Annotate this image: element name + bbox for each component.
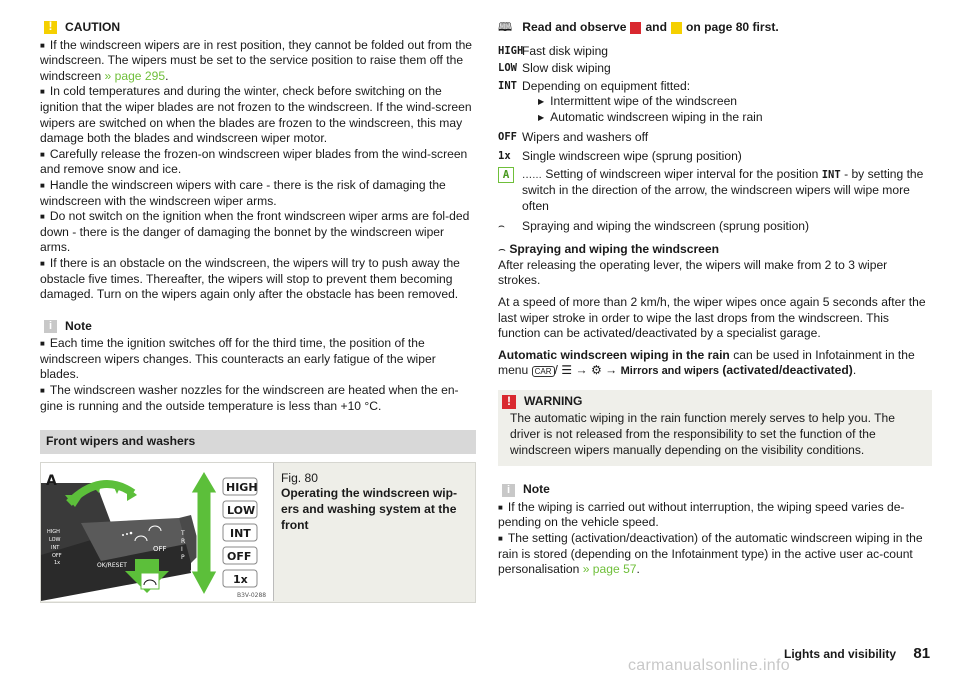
svg-text:LOW: LOW [49,536,61,543]
warning-header [498,394,932,410]
fig-btn-high: HIGH [226,480,258,494]
page-number: 81 [913,645,931,662]
paragraph: Automatic windscreen wiping in the rain can be used in Infotainment in the menu CAR / ☰ → ⚙ → Mirrors and wipers (activated/deactivated). [498,347,915,378]
svg-text:INT: INT [51,544,60,551]
warning-icon [502,395,516,409]
trip-letter: R [181,537,186,545]
note-header [40,319,476,335]
trip-letter: I [181,545,183,553]
left-column [40,20,476,603]
caution-box [40,20,476,303]
legend-row-high: HIGH Fast disk wiping [498,43,609,58]
right-column [498,20,932,578]
section-title: Front wipers and washers [40,430,476,454]
info-icon [44,320,57,333]
page-link[interactable]: » page 295 [104,68,166,83]
warning-text: The automatic wiping in the rain function merely serves to help you. The driver is not released from the responsibility to set the function of the windscreen wipers manually depending on the visibility conditions. [510,411,895,457]
note-item: ■ The setting (activation/deactivation) of the automatic windscreen wiping in the rain is stored (depending on the Infotainment type) in the active user ac-count personalisation » page 57. [498,531,932,578]
figure-title: Operating the windscreen wip-ers and washing system at the front [281,486,458,532]
caution-icon [44,21,57,34]
spray-heading: ⌢ Spraying and wiping the windscreen [498,242,720,257]
symbol-low: LOW [498,62,517,75]
wiper-lever-svg [41,463,273,601]
caution-header [40,20,476,36]
warning-ref-icon [630,22,641,34]
figure-code: B3V-0288 [237,591,267,599]
note-box [498,482,932,578]
paragraph: After releasing the operating lever, the wipers will make from 2 to 3 wiper strokes. [498,257,888,288]
note-item: ■ Each time the ignition switches off for the third time, the position of the windscreen wipers changes. This counteracts an early fatigue of the wiper blades. [40,336,476,383]
legend-row-a: A ․‥… Setting of windscreen wiper interval for the position INT - by setting the switch in the direction of the arrow, the windscreen wipers will wipe more often [498,167,932,215]
label-a-box: A [498,167,514,183]
note-title: Note [65,318,92,333]
fig-btn-low: LOW [227,503,256,517]
svg-text:OFF: OFF [52,552,62,559]
note-item: ■ The windscreen washer nozzles for the windscreen are heated when the en-gine is running and the outside temperature is less than +10 °C. [40,383,476,414]
figure-caption [281,471,461,533]
intro-line: 🕮 Read and observe and on page 80 first. [498,20,779,34]
footer-chapter: Lights and visibility [784,647,897,661]
figure-box [40,462,476,603]
warning-title: WARNING [524,393,583,408]
int-sub-item: ▶ Intermittent wipe of the windscreen [522,94,932,110]
note-box [40,319,476,415]
symbol-high: HIGH [498,44,524,57]
caution-item: ■ Do not switch on the ignition when the front windscreen wiper arms are fol-ded down - there is the danger of damaging the bonnet by the windscreen wiper arms. [40,209,476,256]
car-menu-icon: CAR [532,366,555,377]
figure-number: Fig. 80 [281,470,318,485]
warning-box [498,390,932,466]
legend-row-1x: 1x Single windscreen wipe (sprung position) [498,149,742,164]
interval-dots-icon: ․‥… [522,169,543,181]
caution-ref-icon [671,22,682,34]
caution-item: ■ Handle the windscreen wipers with care - there is the risk of damaging the windscreen with the windscreen wiper arms. [40,178,476,209]
symbol-1x: 1x [498,150,511,163]
caution-item: ■ In cold temperatures and during the winter, check before switching on the ignition that the wiper blades are not frozen to the windscreen. If the wind-screen wipers are switched on when the blades are frozen to the windscreen, this may damage both the blades and windscreen wiper motor. [40,84,476,146]
page-footer [784,646,930,663]
symbol-int-inline: INT [821,168,841,181]
fig-btn-int: INT [230,526,251,540]
note-title: Note [523,482,550,497]
caution-item: ■ Carefully release the frozen-on windscreen wiper blades from the wind-screen and remove snow and ice. [40,147,476,178]
ok-reset-label: OK/RESET [97,561,127,569]
symbol-int: INT [498,79,517,92]
note-header [498,482,932,498]
washer-icon: ⌢ [498,219,505,232]
legend-row-off: OFF Wipers and washers off [498,129,649,144]
legend-row-int: INT Depending on equipment fitted: ▶ Intermittent wipe of the windscreen ▶ Automatic windscreen wiping in the rain [498,79,932,126]
book-icon: 🕮 [498,20,513,34]
washer-icon: ⌢ [498,242,506,257]
fig-btn-off: OFF [227,549,252,563]
trip-letter: P [181,553,185,561]
caution-title: CAUTION [65,20,121,34]
watermark: carmanualsonline.info [628,657,790,674]
page-link[interactable]: » page 57 [582,562,637,577]
info-icon [502,484,515,497]
svg-text:1x: 1x [54,559,61,566]
wiper-icon: ⚙ [590,363,602,378]
figure-label-a: A [46,472,57,489]
svg-text:HIGH: HIGH [47,528,60,535]
caution-item: ■ If there is an obstacle on the windscreen, the wipers will try to push away the obstacle five times. Thereafter, the wipers will stop to prevent them becoming damaged. Turn on the wipers again only after the obstacle has been removed. [40,256,476,303]
wiper-lever-illustration [41,463,274,601]
symbol-off: OFF [498,130,517,143]
caution-item: ■ If the windscreen wipers are in rest position, they cannot be folded out from the windscreen. The wipers must be set to the service position to raise them off the windscreen » page 295. [40,38,476,85]
note-item: ■ If the wiping is carried out without interruption, the wiping speed varies de-pending on the vehicle speed. [498,500,932,531]
legend-row-spray: ⌢ Spraying and wiping the windscreen (sprung position) [498,218,810,233]
lever-off-label: OFF [153,544,167,553]
int-sub-item: ▶ Automatic windscreen wiping in the rain [522,110,932,126]
fig-btn-1x: 1x [233,572,248,586]
settings-icon: ☰ [561,363,573,378]
trip-letter: T [181,529,185,537]
legend-row-low: LOW Slow disk wiping [498,61,611,76]
paragraph: At a speed of more than 2 km/h, the wiper wipes once again 5 seconds after the last wiper stroke in order to wipe the last drops from the windscreen. This function can be activated/deactivated by a specialist garage. [498,294,926,341]
